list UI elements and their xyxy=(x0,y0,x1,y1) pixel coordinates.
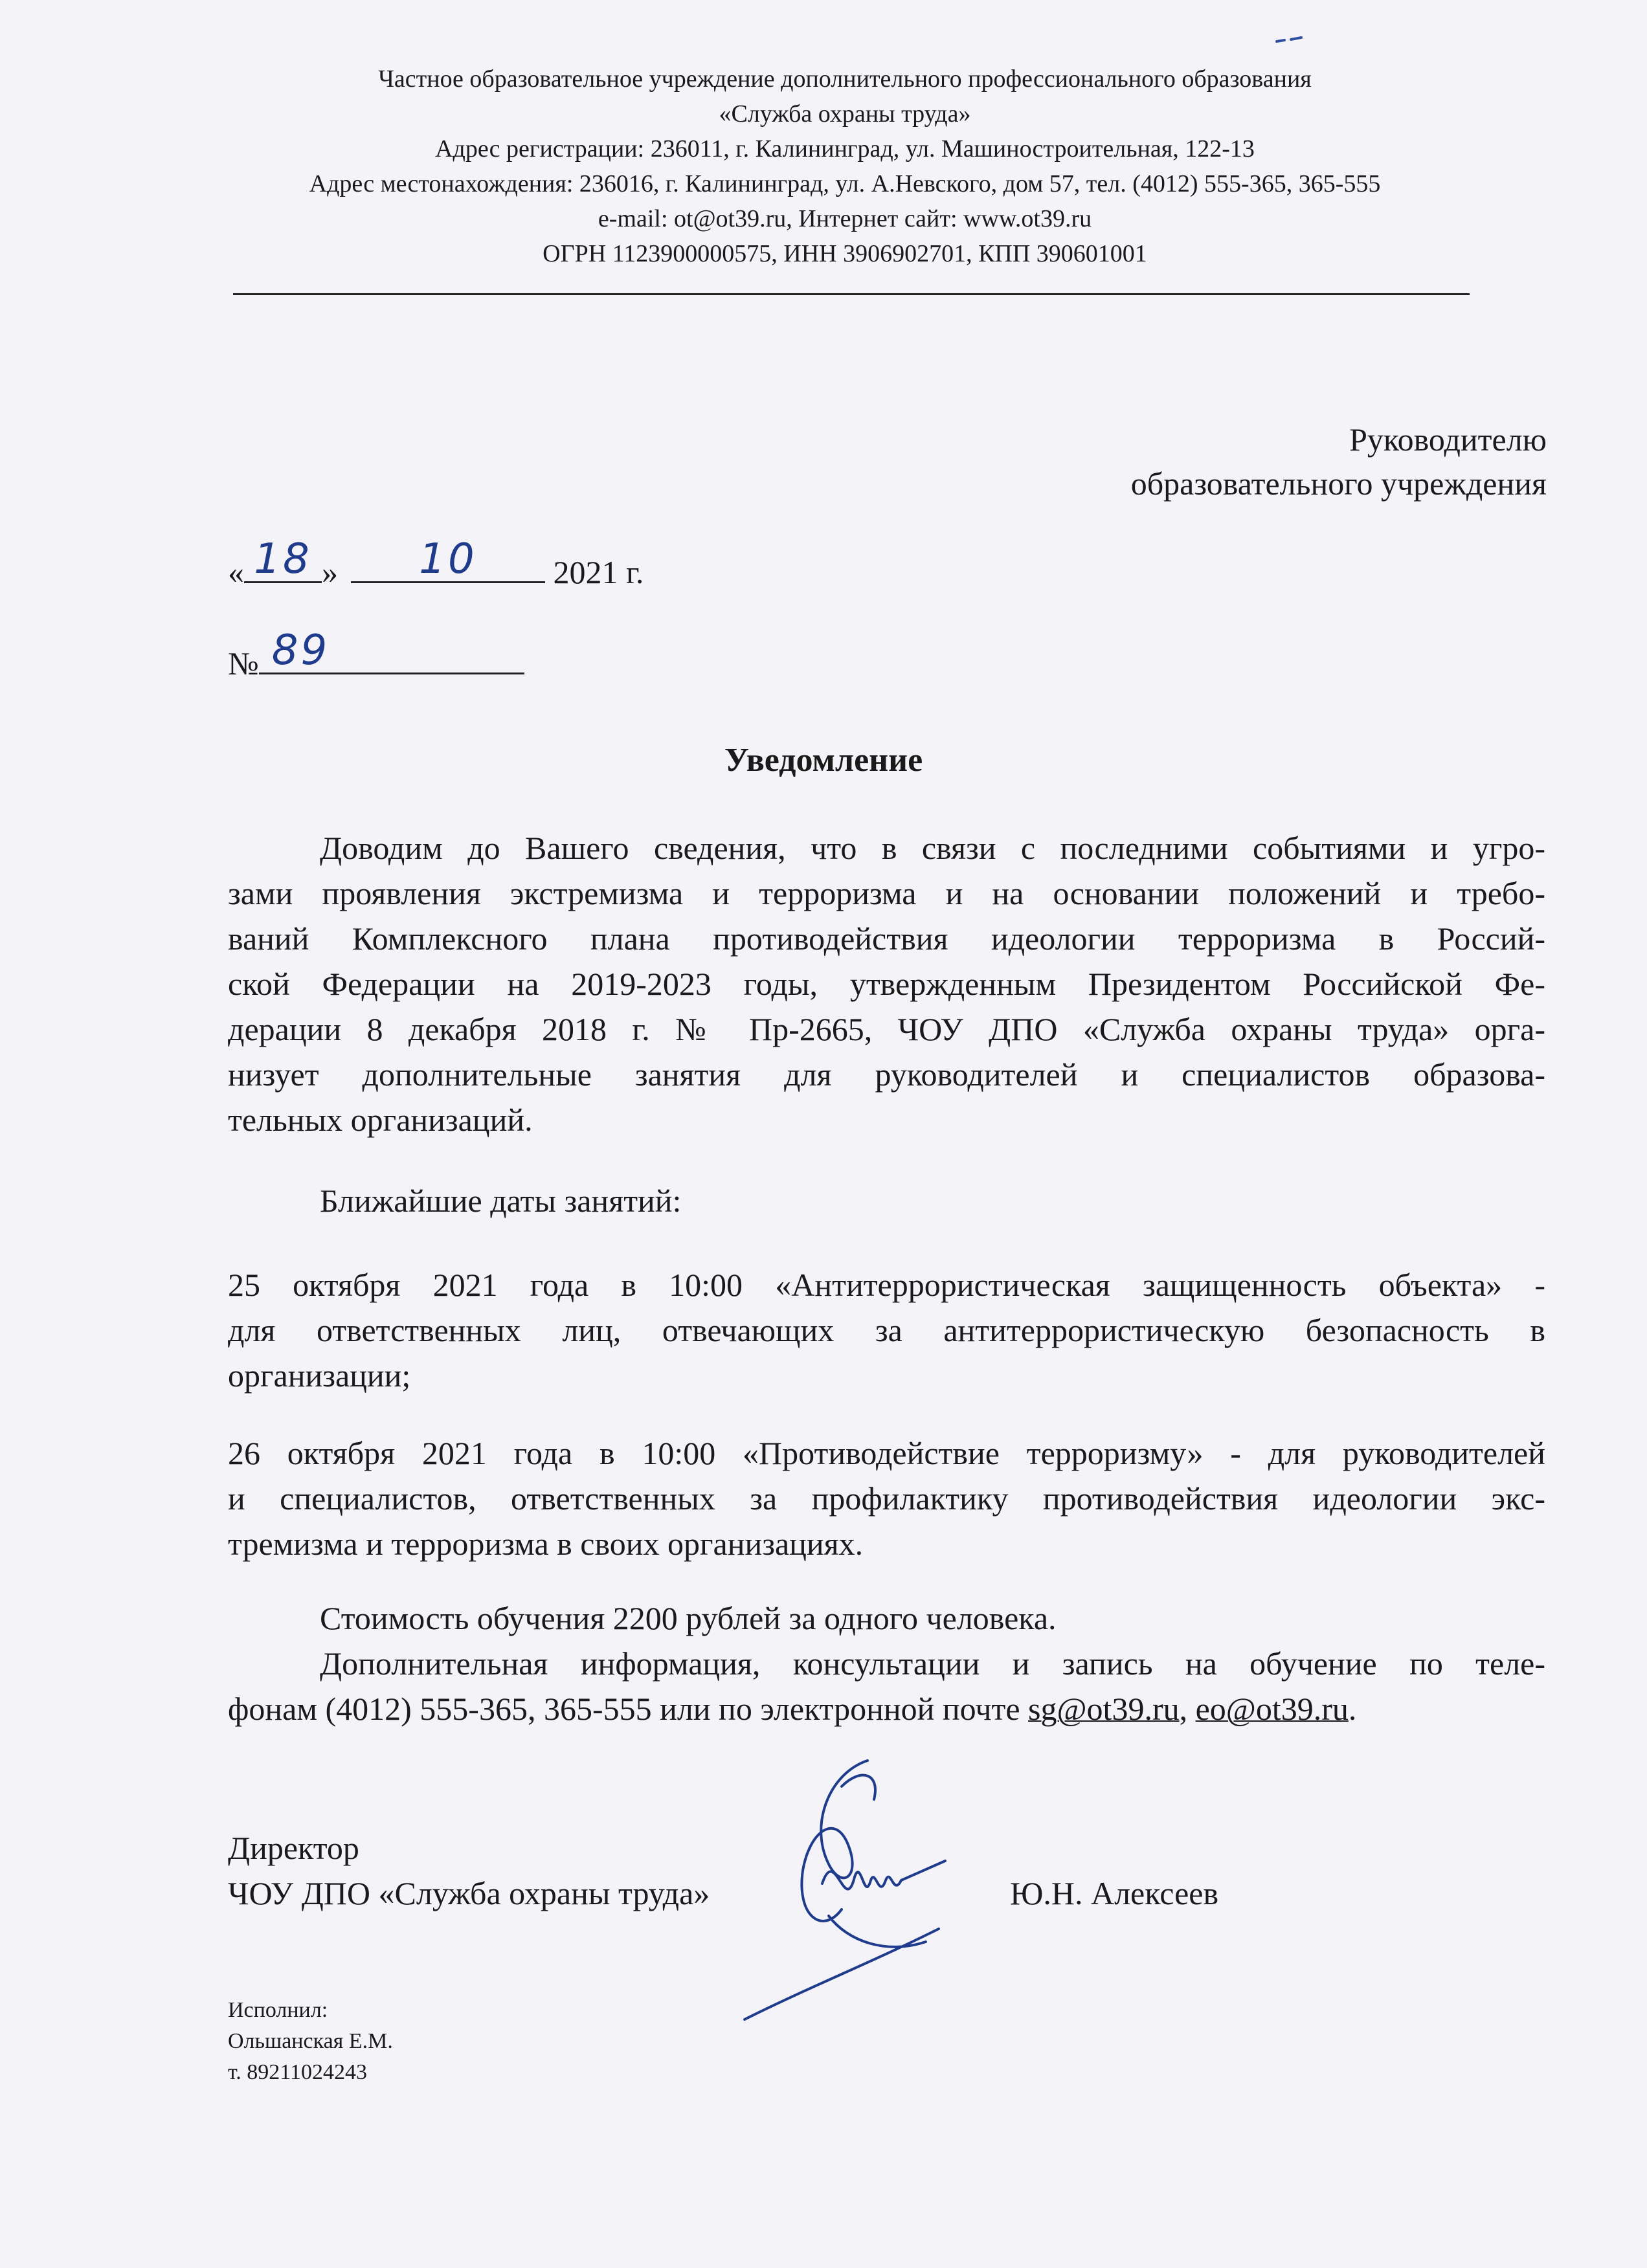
session-2 xyxy=(228,1430,1545,1566)
addressee-line-2: образовательного учреждения xyxy=(1130,465,1547,502)
info-phones-text: фонам (4012) 555-365, 365-555 или по электронной почте xyxy=(228,1691,1029,1727)
letterhead-org-line: Частное образовательное учреждение дополнительного профессионального образования xyxy=(378,65,1312,93)
number-label: № xyxy=(228,645,259,682)
session-line: организации; xyxy=(228,1357,411,1394)
letterhead xyxy=(220,61,1470,271)
session-line: для ответственных лиц, отвечающих за антитеррористическую безопасность в xyxy=(228,1312,1545,1348)
info-line-end: . xyxy=(1348,1691,1357,1727)
date-day-handwritten: 18 xyxy=(254,535,312,583)
letterhead-registration-address: Адрес регистрации: 236011, г. Калининград, ул. Машиностроительная, 122-13 xyxy=(435,135,1255,162)
info-line-contacts xyxy=(228,1686,1545,1731)
letterhead-location-address: Адрес местонахождения: 236016, г. Калининград, ул. А.Невского, дом 57, тел. (4012) 555-365, 365-555 xyxy=(309,170,1381,197)
paragraph-line: ваний Комплексного плана противодействия идеологии терроризма в Россий- xyxy=(228,920,1545,957)
executor-phone: т. 89211024243 xyxy=(228,2060,368,2084)
main-paragraph xyxy=(228,825,1545,1142)
paragraph-line: низует дополнительные занятия для руководителей и специалистов образова- xyxy=(228,1056,1545,1093)
date-year: 2021 г. xyxy=(553,554,644,590)
session-line: тремизма и терроризма в своих организациях. xyxy=(228,1526,864,1562)
scan-mark xyxy=(1275,34,1314,47)
document-title: Уведомление xyxy=(724,742,923,779)
dates-heading xyxy=(228,1178,1545,1223)
signature-block xyxy=(228,1825,710,1916)
paragraph-line: зами проявления экстремизма и терроризма и на основании положений и требо- xyxy=(228,875,1545,911)
paragraph-line: тельных организаций. xyxy=(228,1102,533,1138)
info-line: Дополнительная информация, консультации и запись на обучение по теле- xyxy=(320,1645,1545,1682)
handwritten-signature xyxy=(732,1748,1003,2032)
date-close-quote: » xyxy=(322,554,338,590)
number-handwritten: 89 xyxy=(271,627,330,674)
executor-name: Ольшанская Е.М. xyxy=(228,2029,393,2053)
paragraph-line: ской Федерации на 2019-2023 годы, утвержденным Президентом Российской Фе- xyxy=(228,966,1545,1002)
paragraph-line: Доводим до Вашего сведения, что в связи с последними событиями и угро- xyxy=(320,830,1545,866)
signer-position: Директор xyxy=(228,1830,359,1866)
session-line: и специалистов, ответственных за профилактику противодействия идеологии экс- xyxy=(228,1480,1545,1517)
signer-name: Ю.Н. Алексеев xyxy=(1010,1875,1219,1911)
letterhead-divider xyxy=(233,293,1470,295)
signer-organization: ЧОУ ДПО «Служба охраны труда» xyxy=(228,1875,710,1911)
cost-and-contacts xyxy=(228,1595,1545,1731)
date-month-field xyxy=(351,535,545,583)
number-field xyxy=(259,627,524,674)
session-line: 25 октября 2021 года в 10:00 «Антитеррористическая защищенность объекта» - xyxy=(228,1267,1545,1303)
email-link-eo[interactable]: eo@ot39.ru xyxy=(1195,1691,1349,1727)
cost-line: Стоимость обучения 2200 рублей за одного человека. xyxy=(320,1600,1057,1636)
session-1 xyxy=(228,1262,1545,1398)
date-open-quote: « xyxy=(228,554,244,590)
letterhead-contacts: e-mail: ot@ot39.ru, Интернет сайт: www.ot39.ru xyxy=(598,205,1092,232)
addressee-line-1: Руководителю xyxy=(1349,421,1547,458)
dates-heading-text: Ближайшие даты занятий: xyxy=(320,1183,682,1219)
paragraph-line: дерации 8 декабря 2018 г. № Пр-2665, ЧОУ ДПО «Служба охраны труда» орга- xyxy=(228,1011,1545,1047)
email-link-sg[interactable]: sg@ot39.ru xyxy=(1028,1691,1180,1727)
email-separator: , xyxy=(1179,1691,1196,1727)
executor-label: Исполнил: xyxy=(228,1998,328,2022)
date-month-handwritten: 10 xyxy=(419,535,477,583)
addressee xyxy=(1131,417,1547,506)
executor-block xyxy=(228,1995,393,2088)
letterhead-org-name: «Служба охраны труда» xyxy=(719,100,971,128)
session-line: 26 октября 2021 года в 10:00 «Противодействие терроризму» - для руководителей xyxy=(228,1435,1545,1471)
letter-number xyxy=(228,627,524,686)
letter-date xyxy=(228,535,644,595)
letterhead-registry-codes: ОГРН 1123900000575, ИНН 3906902701, КПП 390601001 xyxy=(543,240,1147,267)
date-day-field xyxy=(244,535,322,583)
